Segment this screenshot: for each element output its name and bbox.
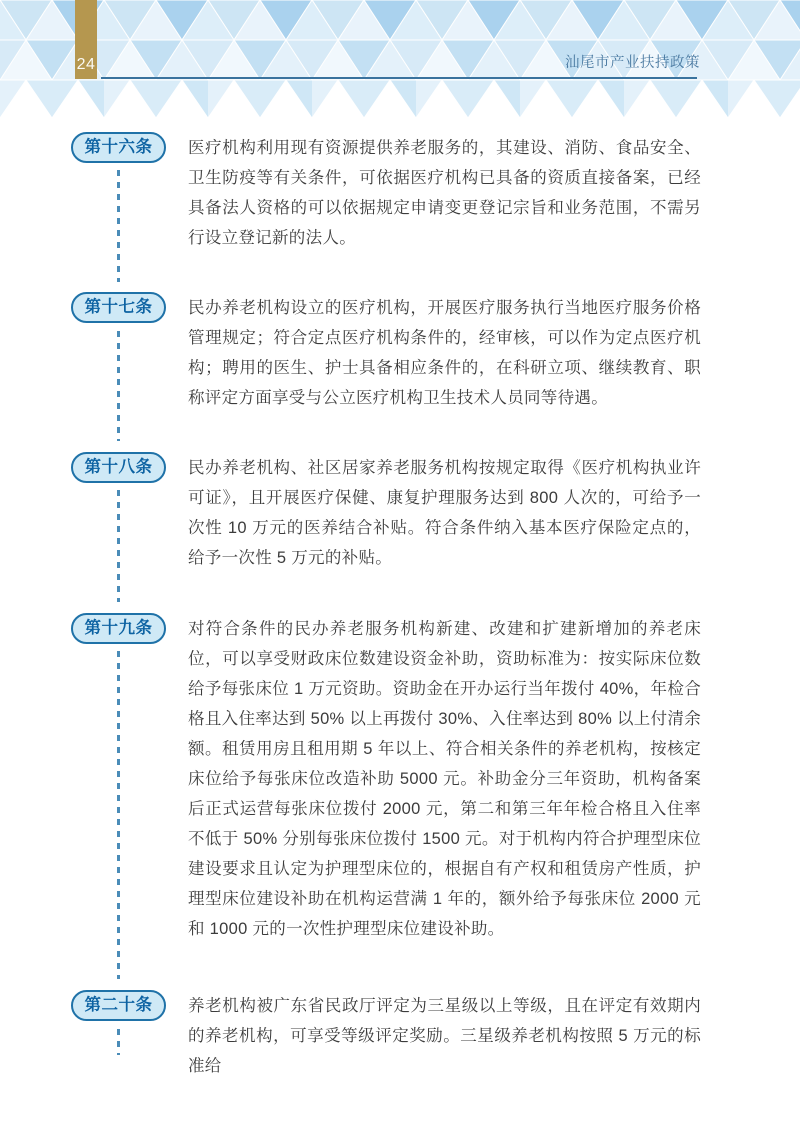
page-number-bar [75,0,97,79]
article-19-text: 对符合条件的民办养老服务机构新建、改建和扩建新增加的养老床位，可以享受财政床位数建设资金补助，资助标准为：按实际床位数给予每张床位 1 万元资助。资助金在开办运行当年拨付 40%，年检合格且入住率达到 50% 以上再拨付 30%、入住率达到 80% 以上付清余额。租赁用房且租用期 5 年以上、符合相关条件的养老机构，按核定床位给予每张床位改造补助 5000 元。补助金分三年资助，机构备案后正式运营每张床位拨付 2000 元，第二和第三年年检合格且入住率不低于 50% 分别每张床位拨付 1500 元。对于机构内符合护理型床位建设要求且认定为护理型床位的，根据自有产权和租赁房产性质，护理型床位建设补助在机构运营满 1 年的，额外给予每张床位 2000 元和 1000 元的一次性护理型床位建设补助。 [188,620,701,938]
article-16-text: 医疗机构利用现有资源提供养老服务的，其建设、消防、食品安全、卫生防疫等有关条件，可依据医疗机构已具备的资质直接备案，已经具备法人资格的可以依据规定申请变更登记宗旨和业务范围，不需另行设立登记新的法人。 [188,139,701,247]
article-18-label: 第十八条 [71,452,166,483]
header-rule [101,77,697,79]
dashed-connector [117,170,120,282]
article-20-label: 第二十条 [71,990,166,1021]
article-17-label: 第十七条 [71,292,166,323]
article-18-text: 民办养老机构、社区居家养老服务机构按规定取得《医疗机构执业许可证》，且开展医疗保健、康复护理服务达到 800 人次的，可给予一次性 10 万元的医养结合补贴。符合条件纳入基本医疗保险定点的，给予一次性 5 万元的补贴。 [188,459,701,567]
article-19-label: 第十九条 [71,613,166,644]
dashed-connector [117,490,120,602]
dashed-connector [117,1029,120,1055]
page-number: 24 [76,56,96,73]
article-16-label: 第十六条 [71,132,166,163]
dashed-connector [117,331,120,441]
article-17-text: 民办养老机构设立的医疗机构，开展医疗服务执行当地医疗服务价格管理规定；符合定点医疗机构条件的，经审核，可以作为定点医疗机构；聘用的医生、护士具备相应条件的，在科研立项、继续教育、职称评定方面享受与公立医疗机构卫生技术人员同等待遇。 [188,299,701,407]
dashed-connector [117,651,120,979]
header-title: 汕尾市产业扶持政策 [565,55,700,71]
article-20-text: 养老机构被广东省民政厅评定为三星级以上等级，且在评定有效期内的养老机构，可享受等级评定奖励。三星级养老机构按照 5 万元的标准给 [188,997,701,1075]
